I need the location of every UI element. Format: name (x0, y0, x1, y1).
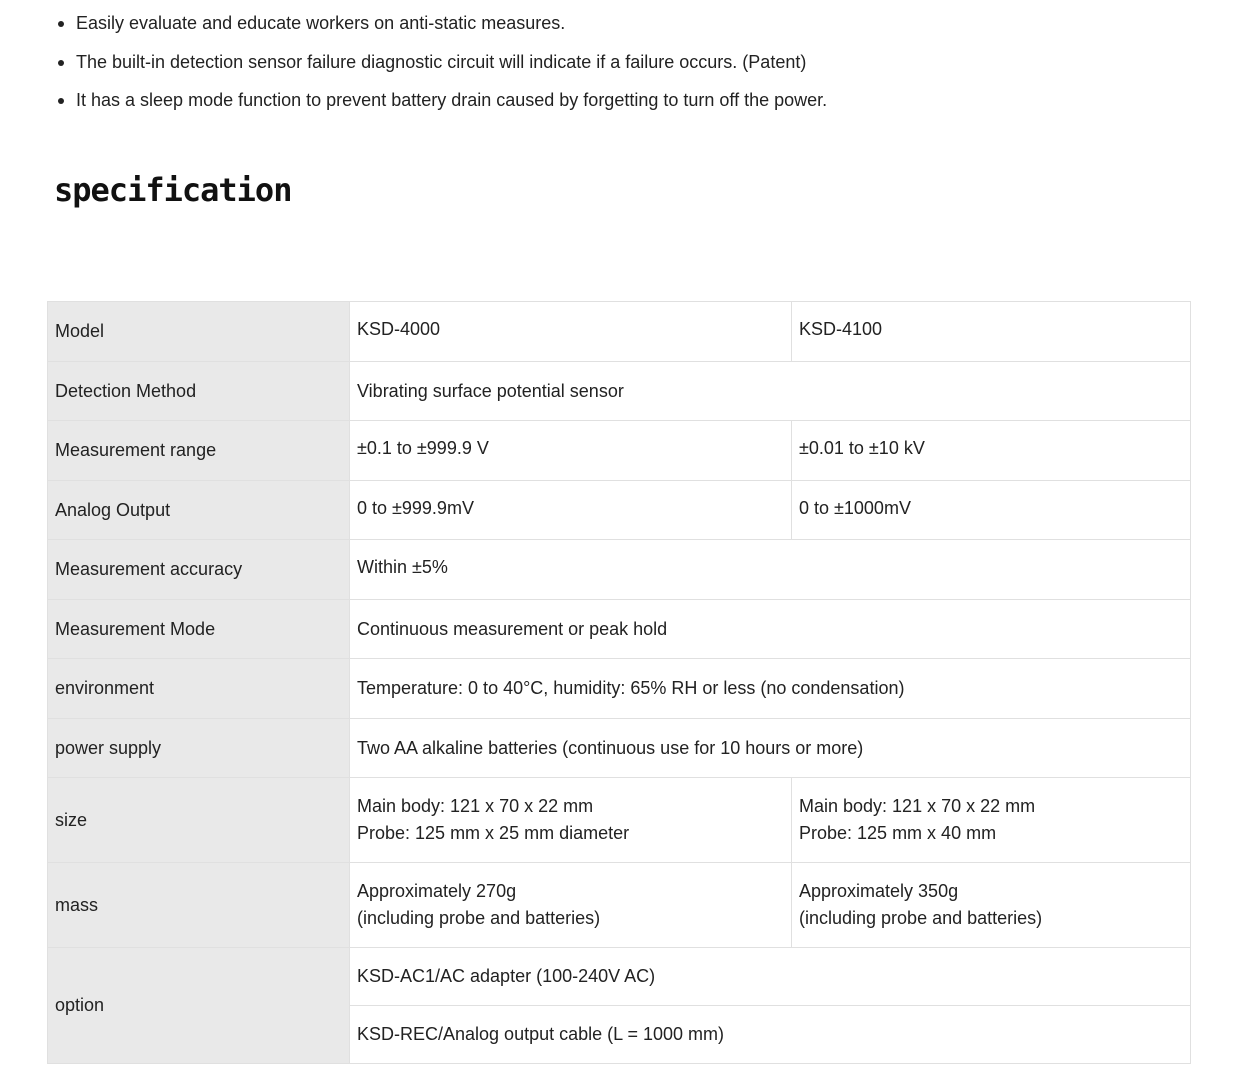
row-label: power supply (48, 719, 350, 778)
cell-line: Probe: 125 mm x 40 mm (799, 823, 997, 843)
table-row (48, 719, 1191, 778)
row-label: size (48, 778, 350, 863)
row-label: Measurement accuracy (48, 540, 350, 600)
section-heading: specification (54, 171, 292, 209)
spec-table (47, 301, 1191, 1064)
table-row (48, 948, 1191, 1006)
table-row (48, 778, 1191, 863)
cell-value: 0 to ±999.9mV (350, 481, 792, 540)
cell-line: Approximately 350g (799, 881, 959, 901)
cell-line: Approximately 270g (357, 881, 517, 901)
cell-value (350, 863, 792, 948)
cell-value: KSD-4000 (350, 302, 792, 362)
table-row (48, 421, 1191, 481)
cell-value: Temperature: 0 to 40°C, humidity: 65% RH or less (no condensation) (350, 659, 1191, 719)
cell-line: Probe: 125 mm x 25 mm diameter (357, 823, 630, 843)
cell-value: KSD-4100 (792, 302, 1191, 362)
bullet-icon (58, 21, 64, 27)
cell-value (350, 778, 792, 863)
cell-value: ±0.01 to ±10 kV (792, 421, 1191, 481)
cell-value: Within ±5% (350, 540, 1191, 600)
feature-text: The built-in detection sensor failure diagnostic circuit will indicate if a failure occurs. (Patent) (76, 51, 807, 72)
cell-value (792, 863, 1191, 948)
feature-item (54, 10, 1184, 36)
cell-line: Main body: 121 x 70 x 22 mm (799, 796, 1036, 816)
cell-value: Two AA alkaline batteries (continuous use for 10 hours or more) (350, 719, 1191, 778)
table-row (48, 540, 1191, 600)
cell-value: 0 to ±1000mV (792, 481, 1191, 540)
table-row (48, 362, 1191, 421)
row-label: option (48, 948, 350, 1064)
cell-line: (including probe and batteries) (357, 908, 601, 928)
table-row (48, 600, 1191, 659)
table-row (48, 863, 1191, 948)
feature-text: Easily evaluate and educate workers on anti-static measures. (76, 13, 566, 33)
cell-line: Main body: 121 x 70 x 22 mm (357, 796, 594, 816)
bullet-icon (58, 60, 64, 66)
cell-value: ±0.1 to ±999.9 V (350, 421, 792, 481)
row-label: Measurement Mode (48, 600, 350, 659)
cell-line: (including probe and batteries) (799, 908, 1043, 928)
cell-value: KSD-REC/Analog output cable (L = 1000 mm) (350, 1006, 1191, 1064)
table-row (48, 302, 1191, 362)
feature-text: It has a sleep mode function to prevent battery drain caused by forgetting to turn off the power. (76, 90, 828, 110)
cell-value: KSD-AC1/AC adapter (100-240V AC) (350, 948, 1191, 1006)
cell-value: Continuous measurement or peak hold (350, 600, 1191, 659)
row-label: Detection Method (48, 362, 350, 421)
bullet-icon (58, 98, 64, 104)
row-label: environment (48, 659, 350, 719)
feature-list (54, 10, 1184, 126)
cell-value: Vibrating surface potential sensor (350, 362, 1191, 421)
table-row (48, 659, 1191, 719)
row-label: Analog Output (48, 481, 350, 540)
cell-value (792, 778, 1191, 863)
row-label: mass (48, 863, 350, 948)
table-row (48, 481, 1191, 540)
row-label: Model (48, 302, 350, 362)
feature-item (54, 87, 1184, 113)
row-label: Measurement range (48, 421, 350, 481)
feature-item (54, 49, 1184, 75)
